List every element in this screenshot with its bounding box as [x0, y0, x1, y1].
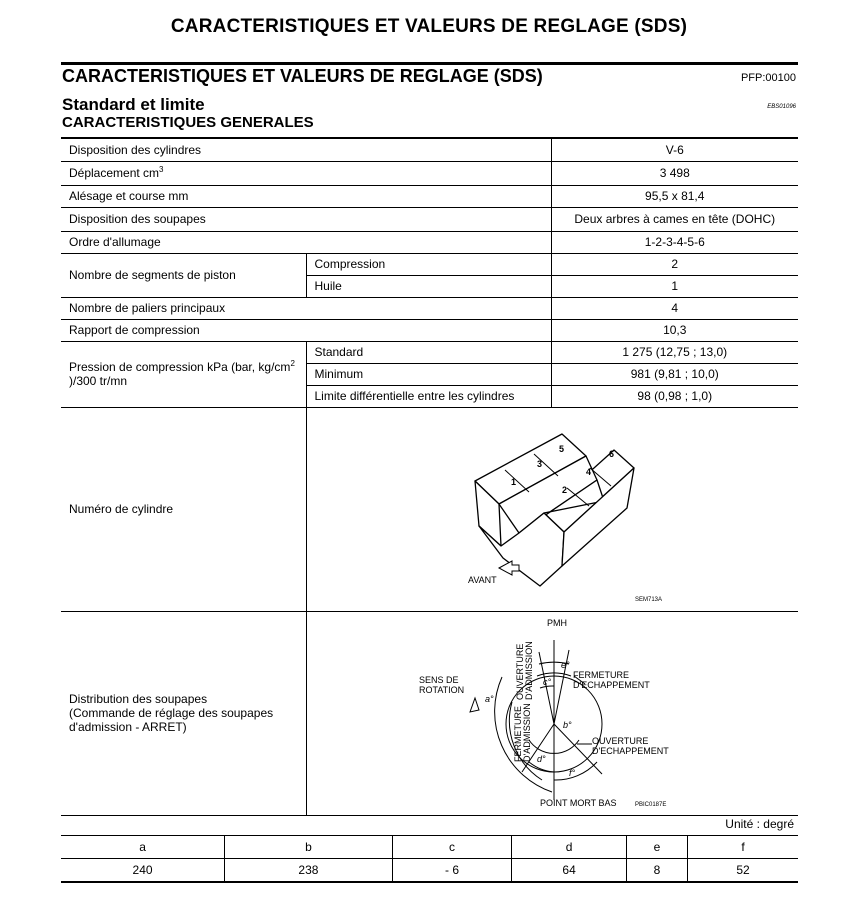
compression-diff-label: Limite différentielle entre les cylindres [306, 385, 551, 407]
letter-e: e° [560, 659, 570, 670]
spec-table [61, 137, 798, 816]
table-row [61, 253, 798, 275]
cyl-number-6: 6 [608, 448, 614, 459]
section-title: CARACTERISTIQUES ET VALEURS DE REGLAGE (SDS) [62, 66, 543, 86]
piston-rings-compression-value: 2 [551, 253, 798, 275]
page-code: PFP:00100 [740, 72, 796, 84]
unit-label: Unité : degré [725, 817, 794, 831]
bore-stroke-value: 95,5 x 81,4 [551, 185, 798, 207]
timing-figure-cell [306, 611, 798, 815]
table-row [61, 297, 798, 319]
main-bearings-value: 4 [551, 297, 798, 319]
table-row [61, 138, 798, 161]
table-row [61, 407, 798, 611]
header-b: b [225, 836, 393, 859]
cylinder-figure-cell [306, 407, 798, 611]
rotation-arrow-icon [470, 698, 479, 712]
value-b: 238 [225, 859, 393, 883]
letter-c: c° [542, 676, 551, 687]
piston-rings-compression-label: Compression [306, 253, 551, 275]
compression-pressure-label-b: )/300 tr/mn [69, 374, 128, 388]
compression-ratio-value: 10,3 [551, 319, 798, 341]
page-title: CARACTERISTIQUES ET VALEURS DE REGLAGE (SDS) [170, 16, 688, 37]
value-c: - 6 [392, 859, 512, 883]
compression-pressure-label [61, 341, 306, 407]
valve-timing-label-2: (Commande de réglage des soupapes [69, 706, 274, 720]
letter-f: f° [568, 767, 575, 778]
letter-a: a° [484, 693, 494, 704]
exhaust-close-label-1: FERMETURE [572, 669, 629, 680]
displacement-unit-exp: 3 [159, 165, 164, 174]
displacement-value: 3 498 [551, 161, 798, 185]
intake-close-label-1: FERMETURE [512, 705, 523, 762]
compression-minimum-label: Minimum [306, 363, 551, 385]
displacement-label-text: Déplacement cm [69, 166, 160, 180]
cylinder-figure-code: SEM713A [634, 596, 662, 603]
table-row [61, 319, 798, 341]
intake-close-label-2: D'ADMISSION [521, 702, 532, 762]
displacement-label [61, 161, 551, 185]
cylinder-number-label: Numéro de cylindre [61, 407, 306, 611]
exhaust-open-label-1: OUVERTURE [591, 735, 648, 746]
exhaust-open-label-2: D'ECHAPPEMENT [591, 745, 669, 756]
header-f: f [688, 836, 798, 859]
valve-arrangement-value: Deux arbres à cames en tête (DOHC) [551, 207, 798, 231]
table-row [61, 859, 798, 883]
piston-rings-oil-value: 1 [551, 275, 798, 297]
valve-timing-label-3: d'admission - ARRET) [69, 720, 187, 734]
cylinder-diagram [307, 408, 797, 608]
valve-arrangement-label: Disposition des soupapes [61, 207, 551, 231]
value-a: 240 [61, 859, 225, 883]
general-title: CARACTERISTIQUES GENERALES [62, 114, 314, 131]
cyl-number-5: 5 [558, 443, 564, 454]
main-bearings-label: Nombre de paliers principaux [61, 297, 551, 319]
firing-order-label: Ordre d'allumage [61, 231, 551, 253]
cyl-number-3: 3 [536, 458, 542, 469]
value-f: 52 [688, 859, 798, 883]
table-row [61, 207, 798, 231]
subsection-title: Standard et limite [62, 95, 205, 114]
table-row [61, 161, 798, 185]
intake-open-label-1: OUVERTURE [514, 643, 525, 700]
valve-timing-diagram [307, 612, 797, 812]
rotation-label-1: SENS DE [418, 674, 459, 685]
table-row [61, 611, 798, 815]
cylinder-arrangement-value: V-6 [551, 138, 798, 161]
f-arc [554, 762, 597, 780]
header-c: c [392, 836, 512, 859]
header-a: a [61, 836, 225, 859]
cyl-number-1: 1 [510, 476, 516, 487]
valve-timing-label-1: Distribution des soupapes [69, 692, 208, 706]
header-e: e [626, 836, 687, 859]
value-d: 64 [512, 859, 626, 883]
header-d: d [512, 836, 626, 859]
compression-diff-value: 98 (0,98 ; 1,0) [551, 385, 798, 407]
front-label: AVANT [467, 574, 497, 585]
table-row [61, 231, 798, 253]
letter-b: b° [562, 719, 572, 730]
table-row [61, 341, 798, 363]
valve-timing-label [61, 611, 306, 815]
compression-ratio-label: Rapport de compression [61, 319, 551, 341]
bore-stroke-label: Alésage et course mm [61, 185, 551, 207]
table-row [61, 836, 798, 859]
cyl-number-4: 4 [585, 466, 591, 477]
ebs-code: EBS01096 [767, 104, 796, 110]
compression-standard-label: Standard [306, 341, 551, 363]
letter-d: d° [536, 753, 546, 764]
compression-standard-value: 1 275 (12,75 ; 13,0) [551, 341, 798, 363]
tdc-label: PMH [546, 617, 567, 628]
compression-pressure-label-exp: 2 [290, 359, 295, 368]
bdc-label: POINT MORT BAS [539, 797, 617, 808]
value-e: 8 [626, 859, 687, 883]
cyl-number-2: 2 [561, 484, 567, 495]
intake-open-label-2: D'ADMISSION [523, 640, 534, 700]
compression-minimum-value: 981 (9,81 ; 10,0) [551, 363, 798, 385]
piston-rings-oil-label: Huile [306, 275, 551, 297]
compression-pressure-label-a: Pression de compression kPa (bar, kg/cm [69, 360, 291, 374]
timing-values-table [61, 835, 798, 883]
section-rule [61, 62, 798, 65]
cylinder-arrangement-label: Disposition des cylindres [61, 138, 551, 161]
firing-order-value: 1-2-3-4-5-6 [551, 231, 798, 253]
exhaust-close-label-2: D'ECHAPPEMENT [572, 679, 650, 690]
rotation-label-2: ROTATION [418, 684, 464, 695]
table-row [61, 185, 798, 207]
timing-figure-code: PBIC0187E [634, 801, 666, 808]
piston-rings-label: Nombre de segments de piston [61, 253, 306, 297]
